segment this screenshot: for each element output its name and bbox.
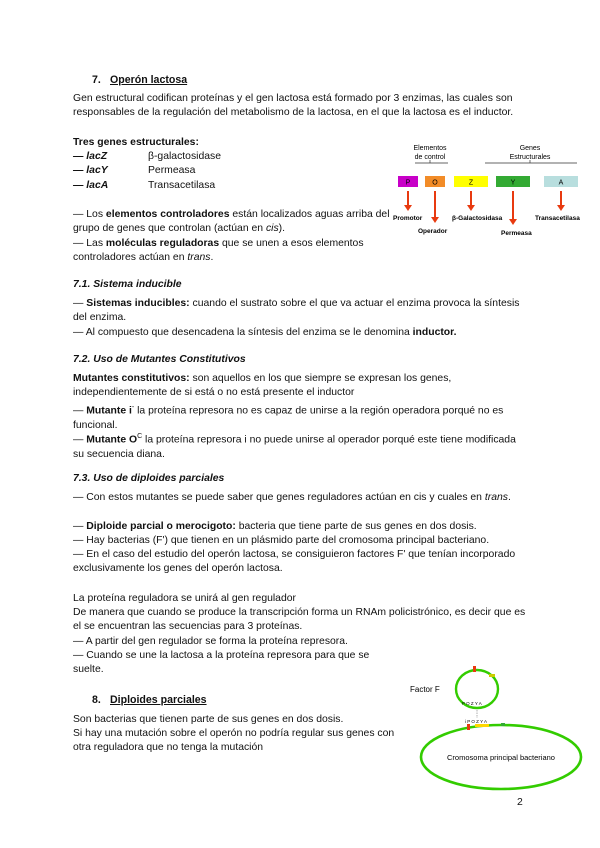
section-title: Operón lactosa — [110, 74, 188, 86]
diploid-paragraph-4: — En el caso del estudio del operón lactosa, se consiguieron factores F' que tenían incorporado exclusivamente los genes del operón lactosa. — [73, 549, 516, 575]
section-8-heading — [92, 693, 207, 707]
chromosome-marker — [475, 724, 489, 727]
box-label: Y — [510, 179, 516, 187]
regulatory-molecules-paragraph: — Las moléculas reguladoras que se unen a esos elementos controladores actúan en trans. — [73, 238, 364, 264]
section-8-line-1: Son bacterias que tienen parte de sus genes en dos dosis. — [73, 714, 344, 725]
arrow-head-icon — [404, 205, 412, 211]
chromosome-genes: i P O Z Y A — [465, 719, 488, 724]
section-title: Diploides parciales — [110, 694, 207, 706]
subsection-7-3-title: 7.3. Uso de diploides parciales — [73, 473, 225, 484]
chromosome-marker — [467, 724, 470, 730]
arrow-head-icon — [557, 205, 565, 211]
galactosidasa-label: β-Galactosidasa — [452, 215, 503, 222]
gene-row: — lacZ β-galactosidase — [73, 150, 221, 164]
inductor-paragraph: — Al compuesto que desencadena la síntesis del enzima se le denomina inductor. — [73, 327, 457, 338]
gene-enzyme: β-galactosidase — [148, 151, 221, 162]
diploid-paragraph-3: — Hay bacterias (F') que tienen en un plásmido parte del cromosoma principal bacteriano. — [73, 535, 490, 546]
gene-list — [73, 150, 221, 193]
gene-enzyme: Permeasa — [148, 165, 196, 177]
control-label-1: Elementos — [413, 145, 447, 152]
section-8-line-2: Si hay una mutación sobre el operón no podría regular sus genes con otra reguladora que no tenga la mutación — [73, 728, 395, 754]
gene-name: lacA — [86, 179, 109, 191]
genes-label-2: Estructurales — [509, 154, 551, 161]
promotor-label: Promotor — [393, 215, 423, 222]
page-number: 2 — [517, 797, 523, 808]
gene-row: — lacA Transacetilasa — [73, 179, 221, 193]
arrow-head-icon — [467, 205, 475, 211]
lactose-line: — Cuando se une la lactosa a la proteína represora para que se suelte. — [73, 650, 370, 676]
section-number: 8. — [92, 694, 101, 706]
transcription-paragraph: De manera que cuando se produce la transcripción forma un RNAm policistrónico, es decir que es el se encuentran las secuencias para 3 proteínas. — [73, 607, 526, 633]
lac-operon-diagram — [390, 140, 590, 240]
box-label: O — [432, 179, 438, 187]
genes-label-1: Genes — [519, 145, 541, 152]
gene-enzyme: Transacetilasa — [148, 179, 216, 191]
chromosome-marker — [501, 723, 505, 726]
operador-label: Operador — [418, 228, 448, 235]
plasmid-genes: P O Z Y A — [462, 701, 482, 706]
factor-f-label: Factor F — [410, 685, 440, 694]
gene-name: lacZ — [86, 151, 108, 162]
control-label-2: de control — [414, 154, 446, 161]
mutant-i-paragraph: — Mutante i- la proteína represora no es capaz de unirse a la región operadora porqué no es funcional. — [73, 404, 504, 431]
diploid-paragraph-1: — Con estos mutantes se puede saber que genes reguladores actúan en cis y cuales en trans. — [73, 492, 511, 503]
transacetilasa-label: Transacetilasa — [535, 215, 580, 222]
control-elements-paragraph: — Los elementos controladores están localizados aguas arriba del grupo de genes que controlan (actúan en cis). — [73, 209, 390, 235]
subsection-7-1-title: 7.1. Sistema inducible — [73, 279, 182, 290]
partial-diploid-diagram — [405, 660, 585, 800]
constitutive-paragraph: Mutantes constitutivos: son aquellos en los que siempre se expresan los genes, independientemente de si está o no está presente el inductor — [73, 373, 452, 399]
repressor-line: — A partir del gen regulador se forma la proteína represora. — [73, 636, 348, 647]
chromosome-label: Cromosoma principal bacteriano — [447, 753, 555, 762]
mutant-oc-paragraph: — Mutante $O^C$ la proteína represora i no puede unirse al operador porqué este tiene modificada su secuencia diana. — [73, 433, 516, 460]
gene-name: lacY — [86, 165, 108, 177]
plasmid-marker — [473, 666, 476, 672]
gene-row: — lacY Permeasa — [73, 164, 221, 178]
arrow-head-icon — [431, 217, 439, 223]
inducible-paragraph: — Sistemas inducibles: cuando el sustrato sobre el que va actuar el enzima provoca la síntesis del enzima. — [73, 298, 520, 324]
regulator-line: La proteína reguladora se unirá al gen regulador — [73, 593, 296, 604]
section-number: 7. — [92, 74, 101, 86]
plasmid-marker — [489, 674, 495, 677]
permeasa-label: Permeasa — [501, 230, 532, 237]
section-7-heading — [92, 73, 187, 87]
genes-heading: Tres genes estructurales: — [73, 137, 199, 148]
subsection-7-2-title: 7.2. Uso de Mutantes Constitutivos — [73, 354, 246, 365]
box-label: A — [558, 179, 564, 187]
box-label: P — [405, 179, 411, 187]
box-label: Z — [468, 179, 474, 187]
arrow-head-icon — [509, 219, 517, 225]
section-7-intro: Gen estructural codifican proteínas y el gen lactosa está formado por 3 enzimas, las cuales son responsables de la regulación del metabolismo de la lactosa, en el que la lactosa es el inductor. — [73, 93, 514, 119]
diploid-paragraph-2: — Diploide parcial o merocigoto: bacteria que tiene parte de sus genes en dos dosis. — [73, 521, 477, 532]
